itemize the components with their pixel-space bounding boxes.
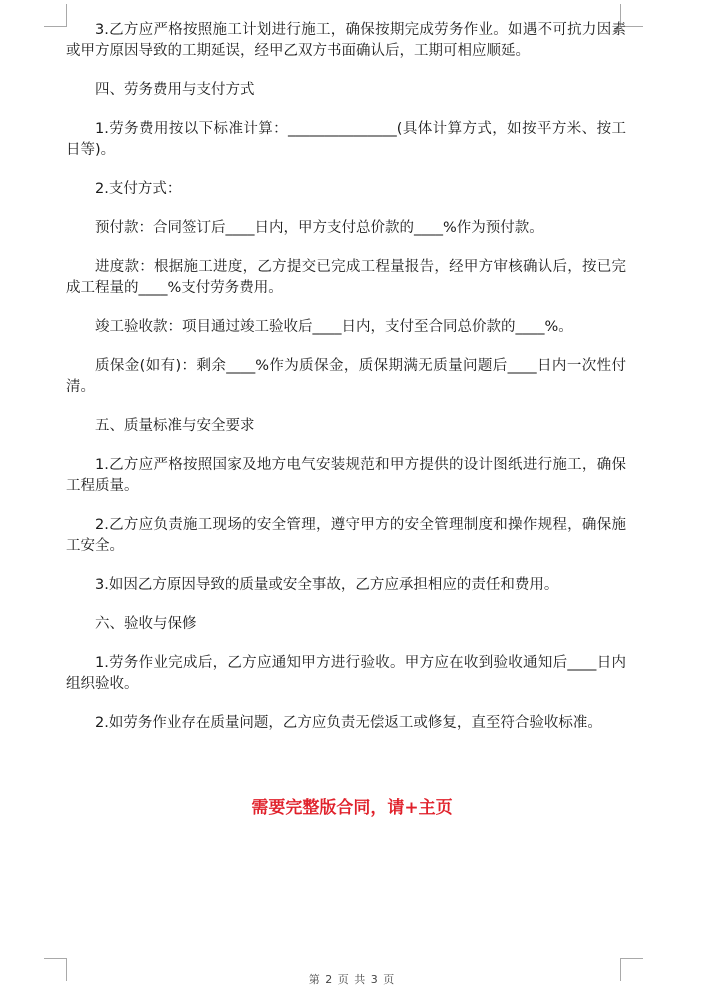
section-heading-fees: 四、劳务费用与支付方式 — [95, 82, 255, 98]
full-contract-cta: 需要完整版合同，请+主页 — [251, 798, 453, 818]
section-heading-quality-safety: 五、质量标准与安全要求 — [95, 418, 255, 434]
paragraph-payment-method: 2.支付方式： — [95, 181, 182, 197]
paragraph-retention-money: 质保金(如有)：剩余____%作为质保金，质保期满无质量问题后____日内一次性付清。 — [66, 358, 626, 395]
paragraph-completion-payment: 竣工验收款：项目通过竣工验收后____日内，支付至合同总价款的____%。 — [95, 319, 573, 335]
paragraph-schedule-extension: 3.乙方应严格按照施工计划进行施工，确保按期完成劳务作业。如遇不可抗力因素或甲方原因导致的工期延误，经甲乙双方书面确认后，工期可相应顺延。 — [66, 22, 626, 59]
page-number-footer: 第 2 页 共 3 页 — [308, 973, 396, 986]
paragraph-rework: 2.如劳务作业存在质量问题，乙方应负责无偿返工或修复，直至符合验收标准。 — [95, 715, 602, 731]
document-body — [66, 20, 626, 734]
paragraph-fee-calculation: 1.劳务费用按以下标准计算：_______________(具体计算方式，如按平方米、按工日等)。 — [66, 121, 626, 158]
paragraph-acceptance-notice: 1.劳务作业完成后，乙方应通知甲方进行验收。甲方应在收到验收通知后____日内组织验收。 — [66, 655, 626, 692]
paragraph-progress-payment: 进度款：根据施工进度，乙方提交已完成工程量报告，经甲方审核确认后，按已完成工程量的____%支付劳务费用。 — [66, 259, 626, 296]
paragraph-quality-standard: 1.乙方应严格按照国家及地方电气安装规范和甲方提供的设计图纸进行施工，确保工程质量。 — [66, 457, 626, 494]
section-heading-acceptance: 六、验收与保修 — [95, 616, 197, 632]
paragraph-advance-payment: 预付款：合同签订后____日内，甲方支付总价款的____%作为预付款。 — [95, 220, 544, 236]
paragraph-accident-liability: 3.如因乙方原因导致的质量或安全事故，乙方应承担相应的责任和费用。 — [95, 577, 559, 593]
paragraph-safety-management: 2.乙方应负责施工现场的安全管理，遵守甲方的安全管理制度和操作规程，确保施工安全。 — [66, 517, 626, 554]
page-corner-mark-top-left — [44, 4, 67, 27]
